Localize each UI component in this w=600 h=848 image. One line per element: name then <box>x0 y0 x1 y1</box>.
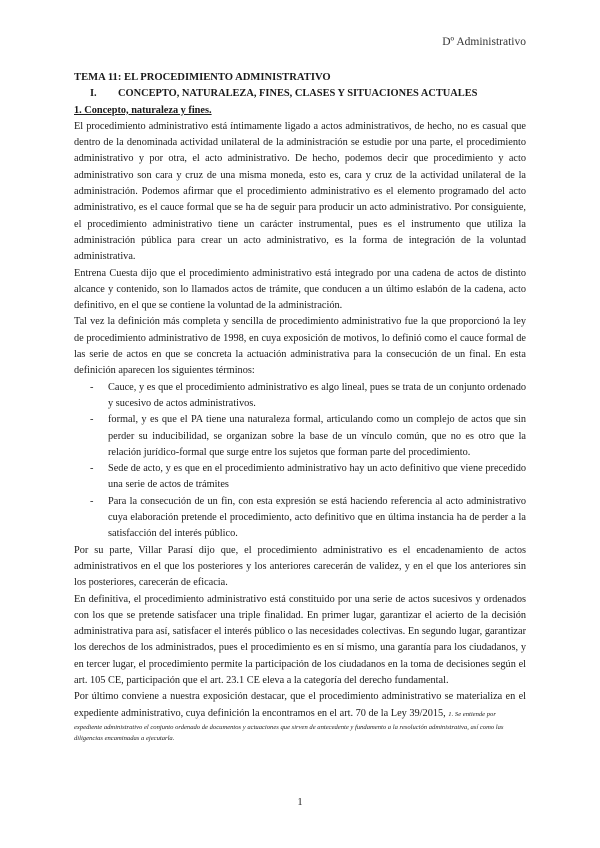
paragraph: En definitiva, el procedimiento administrativo está constituido por una serie de actos sucesivos y ordenados con los que se pretende satisfacer una triple finalidad. En primer lugar, garantizar el acierto de la decisión administrativa para así, satisfacer el interés público o las necesidades colectivas. En segundo lugar, garantizar los derechos de los administrados, pues el procedimiento es en sí mismo, una garantía para los ciudadanos, y en tercer lugar, el procedimiento permite la participación de los ciudadanos en la toma de decisiones según el art. 105 CE, participación que el art. 23.1 CE eleva a la categoría del derecho fundamental. <box>74 593 526 686</box>
list-item-text: Cauce, y es que el procedimiento administrativo es algo lineal, pues se trata de un conjunto ordenado y sucesivo de actos administrativos. <box>108 381 526 409</box>
paragraph <box>74 689 526 722</box>
footnote: expediente administrativo el conjunto ordenado de documentos y actuaciones que sirven de antecedente y fundamento a la resolución administrativa, así como las diligencias encaminadas a ejecutarla. <box>74 723 504 742</box>
section-label: CONCEPTO, NATURALEZA, FINES, CLASES Y SITUACIONES ACTUALES <box>118 88 478 100</box>
page-number: 1 <box>297 797 303 808</box>
subsection-title: 1. Concepto, naturaleza y fines. <box>74 104 212 116</box>
list-item <box>90 412 526 461</box>
footnote-start: 1. Se entiende por <box>448 710 496 718</box>
page-title: TEMA 11: EL PROCEDIMIENTO ADMINISTRATIVO <box>74 72 331 83</box>
list-item <box>90 461 526 494</box>
last-paragraph-text: Por último conviene a nuestra exposición destacar, que el procedimiento administrativo se materializa en el expediente administrativo, cuya definición la encontramos en el art. 70 de la Ley 39/2015, <box>74 691 526 719</box>
list-item <box>90 494 526 543</box>
paragraph: El procedimiento administrativo está íntimamente ligado a actos administrativos, de hecho, no es casual que dentro de la denominada actividad unilateral de la administración se estudie por una parte, el procedimiento administrativo y por otra, el acto administrativo. De hecho, podemos decir que procedimiento y acto administrativo son cara y cruz de una misma moneda, esto es, cara y cruz de la actividad unilateral de la administración. Podemos afirmar que el procedimiento administrativo es el elemento programado del acto administrativo, es el cauce formal que se ha de seguir para producir un acto administrativo. Por consiguiente, el procedimiento administrativo tiene un carácter instrumental, pues es el instrumento que utiliza la administración pública para crear un acto administrativo, es la forma de integración de la voluntad administrativa. <box>74 120 526 263</box>
document-body <box>74 70 526 744</box>
bullet-dash: - <box>90 463 94 475</box>
list-item-text: Sede de acto, y es que en el procedimiento administrativo hay un acto definitivo que viene precedido una serie de actos de trámites <box>108 463 526 491</box>
bullet-dash: - <box>90 381 94 393</box>
paragraph: Entrena Cuesta dijo que el procedimiento administrativo está integrado por una cadena de actos de distinto alcance y contenido, son lo llamados actos de trámite, que conducen a un último eslabón de la cadena, acto definitivo, en el que se contiene la voluntad de la administración. <box>74 267 526 312</box>
section-number: I. <box>90 88 97 100</box>
list-item-text: Para la consecución de un fin, con esta expresión se está haciendo referencia al acto administrativo cuya elaboración pretende el procedimiento, acto definitivo que en última instancia ha de perder a la satisfacción del interés público. <box>108 495 526 540</box>
list-item-text: formal, y es que el PA tiene una naturaleza formal, articulando como un complejo de actos que sin perder su inducibilidad, se organizan sobre la base de un vínculo común, que no es otro que la relación jurídico-formal que surge entre los sujetos que forman parte del procedimiento. <box>108 414 526 458</box>
running-header: Dº Administrativo <box>442 36 526 48</box>
section-heading <box>90 86 526 102</box>
paragraph: Por su parte, Villar Parasí dijo que, el procedimiento administrativo es el encadenamiento de actos administrativos en el que los posteriores y los anteriores carecerán de validez, y en el que los anteriores sin los posteriores, carecerán de eficacia. <box>74 544 526 589</box>
bullet-dash: - <box>90 414 94 426</box>
paragraph: Tal vez la definición más completa y sencilla de procedimiento administrativo fue la que proporcionó la ley de procedimiento administrativo de 1998, en cuya exposición de motivos, lo definió como el cauce formal de las serie de actos en que se concreta la actuación administrativa para la consecución de un final. En esta definición aparecen los siguientes términos: <box>74 316 526 377</box>
bullet-dash: - <box>90 495 94 507</box>
terms-list <box>74 380 526 543</box>
list-item <box>90 380 526 413</box>
